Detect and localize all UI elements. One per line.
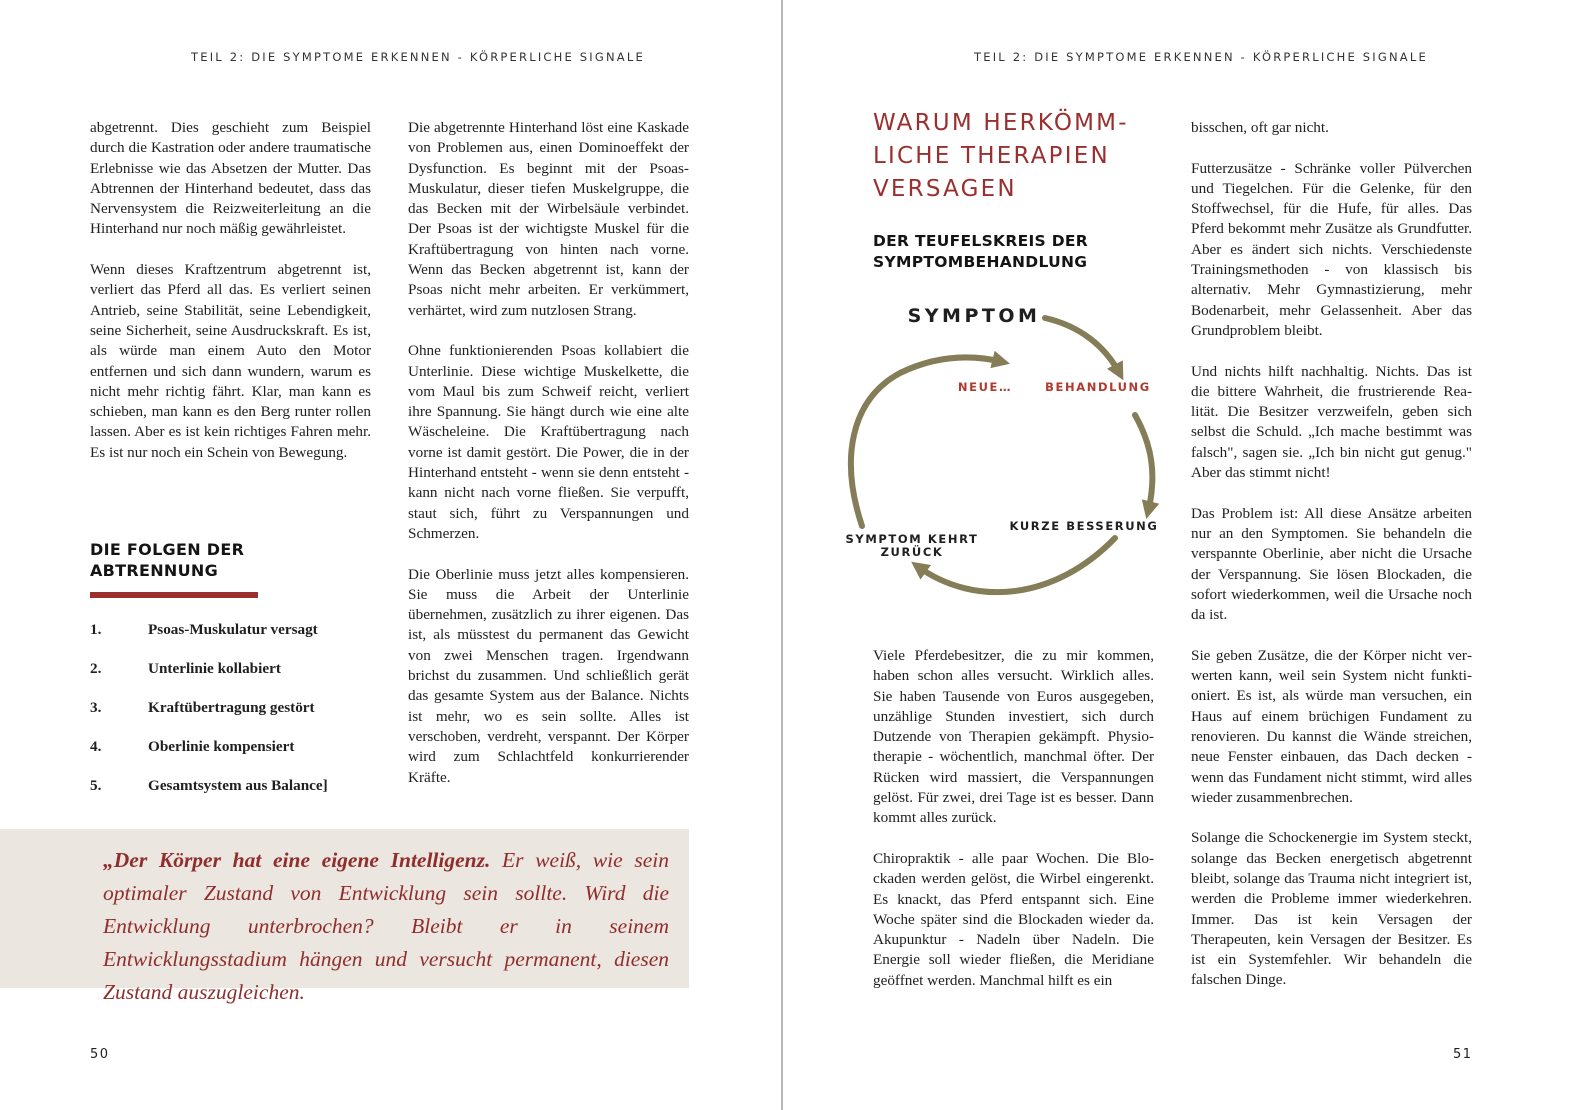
list-item bbox=[90, 659, 380, 698]
label-symptom-kehrt: SYMPTOM KEHRT bbox=[845, 532, 979, 546]
list-item-text: Kraftübertragung gestört bbox=[148, 699, 315, 716]
paragraph: bisschen, oft gar nicht. bbox=[1191, 119, 1329, 136]
right-column-2 bbox=[1191, 118, 1472, 1011]
left-column-2 bbox=[408, 118, 689, 808]
list-item-text: Oberlinie kompensiert bbox=[148, 738, 295, 755]
vicious-cycle-diagram bbox=[830, 290, 1180, 620]
chapter-title-line-1: WARUM HERKÖMM- bbox=[873, 110, 1129, 136]
left-column-1 bbox=[90, 118, 371, 483]
heading-underline-rule bbox=[90, 592, 258, 598]
list-item bbox=[90, 776, 380, 815]
section-subtitle bbox=[873, 231, 1173, 272]
folgen-heading-line-2: ABTRENNUNG bbox=[90, 561, 219, 580]
running-head-right: TEIL 2: DIE SYMPTOME ERKENNEN - KÖRPERLICHE SIGNALE bbox=[974, 50, 1428, 64]
label-neue: NEUE… bbox=[957, 380, 1013, 394]
list-item-text: Gesamtsystem aus Balance] bbox=[148, 777, 328, 794]
page-number-left: 50 bbox=[90, 1047, 110, 1062]
running-head-left: TEIL 2: DIE SYMPTOME ERKENNEN - KÖRPERLICHE SIGNALE bbox=[191, 50, 645, 64]
quote-rest: Er weiß, wie sein optimaler Zustand von Entwicklung sein sollte. Wird die Entwicklung unterbrochen? Bleibt er in seinem Entwicklungsstadium hängen und versucht permanent, diesen Zustand auszugleichen. bbox=[103, 848, 669, 1004]
paragraph: Solange die Schockenergie im System steckt, solange das Becken energetisch abgetrennt bleibt, solange das Trauma nicht integriert ist, werden die Probleme immer wiederkehren. Immer. Das ist kein Versagen der Therapeuten, kein Versagen der Besitzer. Es ist ein Systemfehler. Wir behandeln die falschen Dinge. bbox=[1191, 829, 1472, 989]
subtitle-line-1: DER TEUFELSKREIS DER bbox=[873, 232, 1088, 250]
paragraph: abgetrennt. Dies geschieht zum Beispiel durch die Kastration oder andere traumatische Erlebnisse wie das Absetzen der Mutter. Das Abtrennen der Hinterhand bedeutet, dass das Nervensystem die Reizweiterleitung an die Hinterhand nur noch mäßig gewährleistet. bbox=[90, 119, 371, 238]
paragraph: Chiropraktik - alle paar Wochen. Die Blockaden werden gelöst, die Wirbel eingerenkt. Es knackt, das Pferd entspannt sich. Eine Woche später sind die Blockaden wieder da. Akupunktur - Nadeln über Nadeln. Die Energie soll wieder fließen, die Meridiane geöffnet werden. Manchmal hilft es ein bbox=[873, 849, 1154, 989]
quote-bold: „Der Körper hat eine eigene Intelligenz. bbox=[103, 848, 491, 872]
paragraph: Wenn dieses Kraftzentrum abgetrennt ist, verliert das Pferd all das. Es verliert seinen Antrieb, seine Stabilität, seine Lebendigkeit, seine Sicherheit, seine Ausdruckskraft. Es ist, als würde man einem Auto den Motor entfernen und sich dann wundern, warum es nicht mehr richtig fährt. Klar, man kann es schieben, man kann es den Berg runter rollen lassen. Aber es ist kein richtiges Fahren mehr. Es ist nur noch ein Schein von Bewegung. bbox=[90, 261, 371, 461]
list-item bbox=[90, 620, 380, 659]
list-item-text: Psoas-Muskulatur versagt bbox=[148, 621, 318, 638]
paragraph: Die Oberlinie muss jetzt alles kompensieren. Sie muss die Arbeit der Unterlinie übernehmen, zusätzlich zu ihrer eigenen. Das ist, als müsstest du permanent das Gewicht von zwei Menschen tragen. Irgendwann brichst du zusammen. Und schließlich gerät das gesamte System aus der Balance. Nichts ist mehr, wo es sein sollte. Alles ist verschoben, verdreht, verspannt. Der Körper wird zum Schlachtfeld konkurrierender Kräfte. bbox=[408, 565, 689, 786]
folgen-heading-line-1: DIE FOLGEN DER bbox=[90, 540, 245, 559]
cycle-arrow-behandlung-besserung bbox=[1135, 415, 1152, 512]
folgen-list bbox=[90, 620, 380, 815]
chapter-title-line-2: LICHE THERAPIEN bbox=[873, 143, 1110, 169]
paragraph: Ohne funktionierenden Psoas kollabiert die Unterlinie. Diese wichtige Muskelkette, die vom Maul bis zum Schweif reicht, verliert ihre Spannung. Sie hängt durch wie eine alte Wäscheleine. Die Kraftübertragung nach vorne ist damit gestört. Die Power, die in der Hinterhand entsteht - wenn sie denn entsteht - kann nicht nach vorne fließen. Sie verpufft, staut sich, führt zu Verspannungen und Schmerzen. bbox=[408, 342, 689, 542]
paragraph: Das Problem ist: All diese Ansätze arbeiten nur an den Symptomen. Sie behandeln die verspannte Oberlinie, aber nicht die Ursache der Verspannung. Sie lösen Blockaden, die sofort wiederkommen, weil die Ursache noch da ist. bbox=[1191, 504, 1472, 624]
paragraph: Futterzusätze - Schränke voller Pülverchen und Tiegelchen. Für die Gelenke, für den Stoffwechsel, für die Hufe, für alles. Das Pferd bekommt mehr Zusätze als Grundfutter. Aber es ändert sich nichts. Verschiedenste Trainingsmethoden - von klassisch bis alternativ. Mehr Gymnastizierung, mehr Bodenarbeit, mehr Gelassenheit. Aber das Grundproblem bleibt. bbox=[1191, 159, 1472, 339]
list-item-text: Unterlinie kollabiert bbox=[148, 660, 281, 677]
folgen-heading bbox=[90, 539, 380, 581]
paragraph: Viele Pferdebesitzer, die zu mir kommen, haben schon alles versucht. Wirklich alles. Sie haben Tausende von Euros ausgegeben, unzählige Stunden investiert, sich durch Dutzende von Therapien gekämpft. Physiotherapie - wöchentlich, manchmal öfter. Der Rücken wird massiert, die Verspannungen gelöst. Für zwei, drei Tage ist es besser. Dann kommt alles zurück. bbox=[873, 647, 1154, 827]
cycle-arrow-symptom-behandlung bbox=[1045, 318, 1120, 374]
label-behandlung: BEHANDLUNG bbox=[1045, 380, 1151, 394]
list-item-number: 5. bbox=[90, 777, 102, 794]
label-zurueck: ZURÜCK bbox=[880, 545, 944, 559]
paragraph: Die abgetrennte Hinterhand löst eine Kaskade von Problemen aus, einen Dominoeffekt der Dysfunction. Es beginnt mit der Psoas-Muskulatur, dieser tiefen Muskelgruppe, die das Becken mit der Wirbelsäule verbindet. Der Psoas ist der wichtigste Muskel für die Kraftübertragung von hinten nach vorne. Wenn das Becken abgetrennt ist, kann der Psoas nicht mehr arbeiten. Er verkümmert, verhärtet, wird zum nutzlosen Strang. bbox=[408, 119, 689, 319]
paragraph: Und nichts hilft nachhaltig. Nichts. Das ist die bittere Wahrheit, die frustrierende Realität. Die Besitzer verzweifeln, geben sich selbst die Schuld. „Ich mache bestimmt was falsch", sagen sie. „Ich bin nicht gut genug." Aber das stimmt nicht! bbox=[1191, 362, 1472, 482]
chapter-title bbox=[873, 107, 1173, 206]
list-item-number: 3. bbox=[90, 699, 102, 716]
cycle-arrow-besserung-kehrt bbox=[917, 538, 1115, 592]
list-item bbox=[90, 737, 380, 776]
pull-quote bbox=[103, 844, 669, 1009]
page-gutter bbox=[781, 0, 783, 1110]
page-number-right: 51 bbox=[1453, 1047, 1473, 1062]
chapter-title-line-3: VERSAGEN bbox=[873, 176, 1017, 202]
subtitle-line-2: SYMPTOMBEHANDLUNG bbox=[873, 252, 1088, 271]
paragraph: Sie geben Zusätze, die der Körper nicht verwerten kann, weil sein System nicht funktioniert. Es ist, als würde man versuchen, ein Haus auf einem brüchigen Fundament zu renovieren. Du kannst die Wände streichen, neue Fenster einbauen, das Dach decken - wenn das Fundament nicht stimmt, wird alles wieder zusammenbrechen. bbox=[1191, 646, 1472, 806]
list-item-number: 2. bbox=[90, 660, 102, 677]
list-item-number: 4. bbox=[90, 738, 102, 755]
label-symptom: SYMPTOM bbox=[907, 305, 1041, 327]
right-column-1 bbox=[873, 646, 1154, 1011]
label-kurze-besserung: KURZE BESSERUNG bbox=[1009, 519, 1159, 533]
list-item-number: 1. bbox=[90, 621, 102, 638]
list-item bbox=[90, 698, 380, 737]
